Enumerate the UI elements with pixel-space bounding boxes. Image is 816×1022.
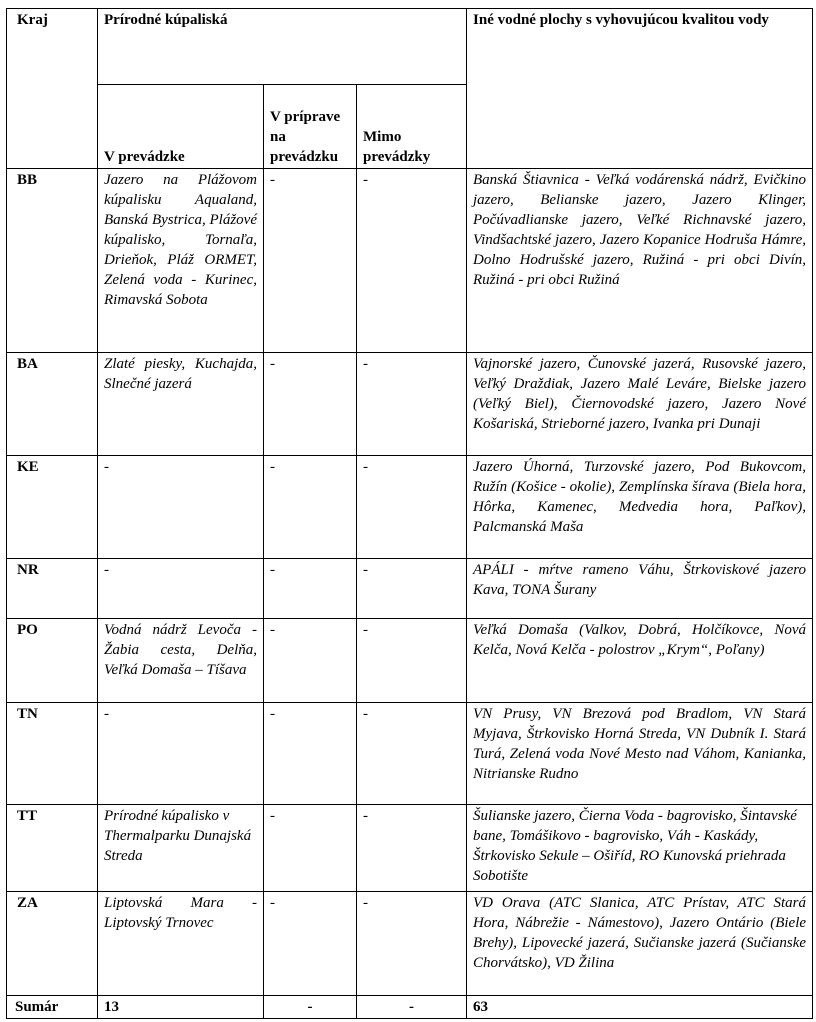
summary-not-operating: -: [357, 996, 467, 1019]
region-code: BB: [7, 169, 98, 353]
operating-cell: Zlaté piesky, Kuchajda, Slnečné jazerá: [98, 353, 264, 456]
preparing-cell: -: [264, 559, 357, 619]
bathing-waters-table: [6, 8, 813, 1019]
operating-cell: -: [98, 703, 264, 805]
table-row: [7, 353, 813, 456]
other-waters-cell: Jazero Úhorná, Turzovské jazero, Pod Bukovcom, Ružín (Košice - okolie), Zemplínska šírava (Biela hora, Hôrka, Kamenec, Medvedia hora, Paľkov), Palcmanská Maša: [467, 456, 813, 559]
other-waters-cell: VN Prusy, VN Brezová pod Bradlom, VN Stará Myjava, Štrkovisko Horná Streda, VN Dubník I. Stará Turá, Zelená voda Nové Mesto nad Váhom, Kanianka, Nitrianske Rudno: [467, 703, 813, 805]
preparing-cell: -: [264, 353, 357, 456]
header-row: [7, 9, 813, 85]
not-operating-cell: -: [357, 169, 467, 353]
region-code: ZA: [7, 892, 98, 996]
not-operating-cell: -: [357, 703, 467, 805]
preparing-cell: -: [264, 805, 357, 892]
other-waters-cell: Banská Štiavnica - Veľká vodárenská nádrž, Evičkino jazero, Belianske jazero, Jazero Klinger, Počúvadlianske jazero, Veľké Richnavské jazero, Vindšachtské jazero, Jazero Kopanice Hodruša Hámre, Dolno Hodrušské jazero, Ružiná - pri obci Divín, Ružiná - pri obci Ružiná: [467, 169, 813, 353]
operating-cell: Jazero na Plážovom kúpalisku Aqualand, Banská Bystrica, Plážové kúpalisko, Tornaľa, Drieňok, Pláž ORMET, Zelená voda - Kurinec, Rimavská Sobota: [98, 169, 264, 353]
table-row: [7, 892, 813, 996]
operating-cell: Liptovská Mara - Liptovský Trnovec: [98, 892, 264, 996]
operating-cell: -: [98, 559, 264, 619]
not-operating-cell: -: [357, 805, 467, 892]
region-code: NR: [7, 559, 98, 619]
subheader-not-operating: Mimo prevádzky: [357, 85, 467, 169]
table-row: [7, 456, 813, 559]
region-code: TT: [7, 805, 98, 892]
region-code: KE: [7, 456, 98, 559]
not-operating-cell: -: [357, 353, 467, 456]
preparing-cell: -: [264, 703, 357, 805]
other-waters-cell: VD Orava (ATC Slanica, ATC Prístav, ATC Stará Hora, Nábrežie - Námestovo), Jazero Ontário (Biele Brehy), Lipovecké jazerá, Sučianske jazerá (Sučianske Chorvátsko), VD Žilina: [467, 892, 813, 996]
table-row: [7, 559, 813, 619]
table-row: [7, 169, 813, 353]
not-operating-cell: -: [357, 559, 467, 619]
region-code: PO: [7, 619, 98, 703]
col-header-region: Kraj: [7, 9, 98, 169]
other-waters-cell: Vajnorské jazero, Čunovské jazerá, Rusovské jazero, Veľký Draždiak, Jazero Malé Leváre, Bielske jazero (Veľký Biel), Čiernovodské jazero, Jazero Nové Košariská, Strieborné jazero, Ivanka pri Dunaji: [467, 353, 813, 456]
col-header-natural: Prírodné kúpaliská: [98, 9, 467, 85]
preparing-cell: -: [264, 619, 357, 703]
not-operating-cell: -: [357, 892, 467, 996]
region-code: BA: [7, 353, 98, 456]
summary-label: Sumár: [7, 996, 98, 1019]
not-operating-cell: -: [357, 456, 467, 559]
other-waters-cell: APÁLI - mŕtve rameno Váhu, Štrkoviskové jazero Kava, TONA Šurany: [467, 559, 813, 619]
summary-other: 63: [467, 996, 813, 1019]
table-row: [7, 619, 813, 703]
region-code: TN: [7, 703, 98, 805]
preparing-cell: -: [264, 456, 357, 559]
other-waters-cell: Šulianske jazero, Čierna Voda - bagrovisko, Šintavské bane, Tomášikovo - bagrovisko, Váh - Kaskády, Štrkovisko Sekule – Ošiříd, RO Kunovská priehrada Sobotište: [467, 805, 813, 892]
table-row: [7, 703, 813, 805]
operating-cell: Prírodné kúpalisko v Thermalparku Dunajská Streda: [98, 805, 264, 892]
col-header-other: Iné vodné plochy s vyhovujúcou kvalitou vody: [467, 9, 813, 169]
preparing-cell: -: [264, 169, 357, 353]
not-operating-cell: -: [357, 619, 467, 703]
operating-cell: Vodná nádrž Levoča - Žabia cesta, Delňa, Veľká Domaša – Tíšava: [98, 619, 264, 703]
preparing-cell: -: [264, 892, 357, 996]
table-row: [7, 805, 813, 892]
operating-cell: -: [98, 456, 264, 559]
summary-operating: 13: [98, 996, 264, 1019]
other-waters-cell: Veľká Domaša (Valkov, Dobrá, Holčíkovce, Nová Kelča, Nová Kelča - polostrov „Krym“, Poľany): [467, 619, 813, 703]
summary-row: [7, 996, 813, 1019]
subheader-operating: V prevádzke: [98, 85, 264, 169]
summary-preparing: -: [264, 996, 357, 1019]
subheader-preparing: V príprave na prevádzku: [264, 85, 357, 169]
